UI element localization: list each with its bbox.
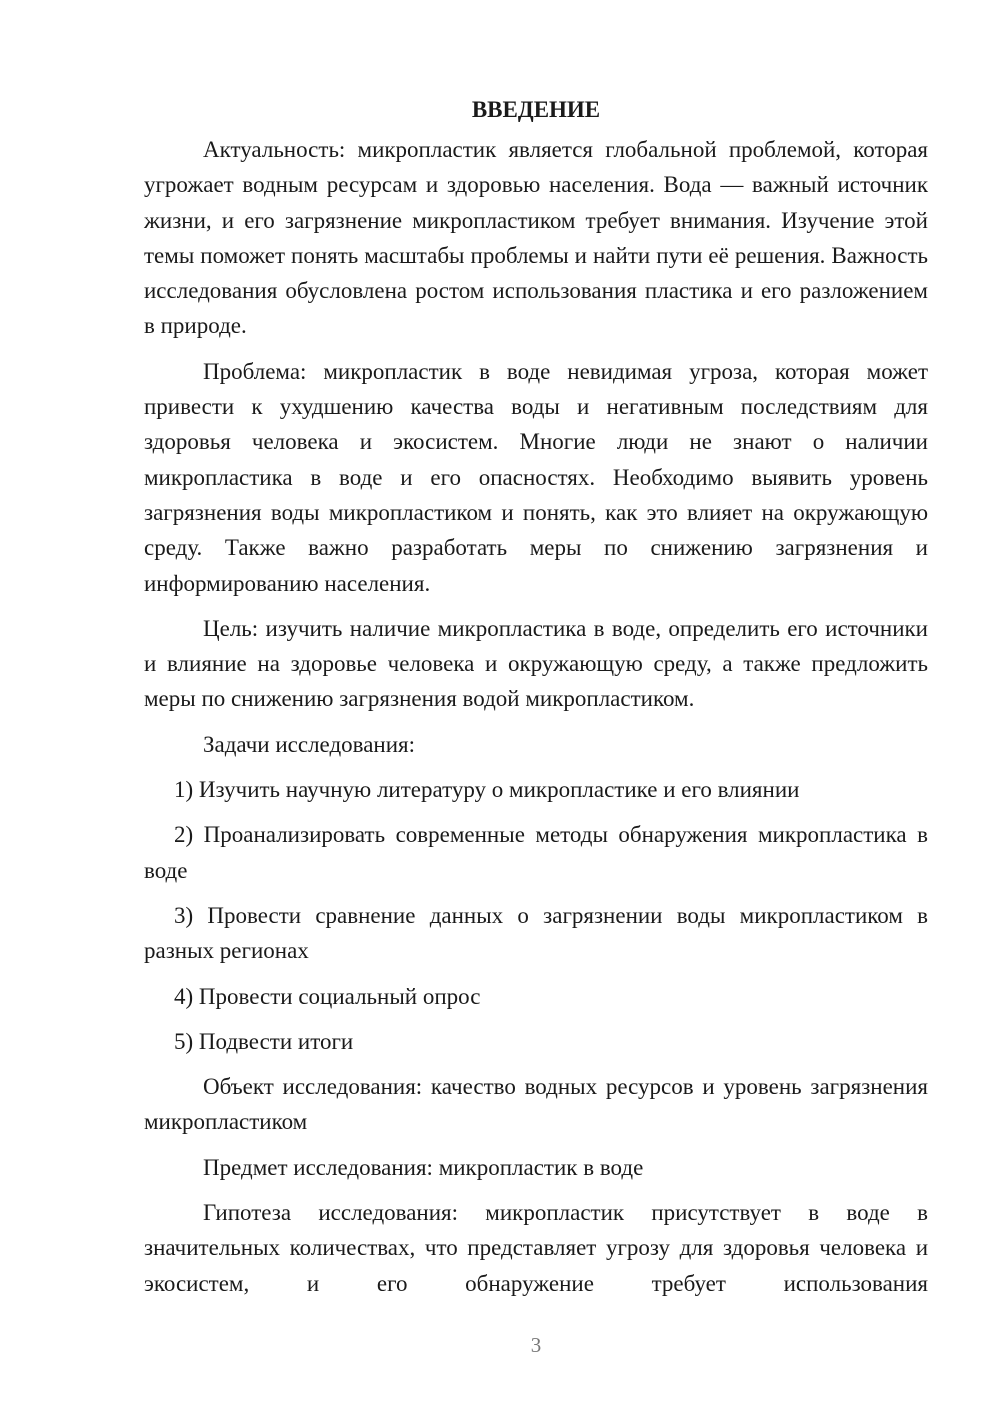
object-paragraph: Объект исследования: качество водных ресурсов и уровень загрязнения микропластиком — [144, 1074, 928, 1135]
page-title: ВВЕДЕНИЕ — [471, 97, 601, 122]
hypothesis-paragraph: Гипотеза исследования: микропластик присутствует в воде в значительных количествах, что представляет угрозу для здоровья человека и экосистем, и его обнаружение требует использования — [144, 1200, 928, 1296]
task-item-2: 2) Проанализировать современные методы обнаружения микропластика в воде — [144, 822, 928, 883]
relevance-paragraph: Актуальность: микропластик является глобальной проблемой, которая угрожает водным ресурсам и здоровью населения. Вода — важный источник жизни, и его загрязнение микропластиком требует внимания. Изучение этой темы поможет понять масштабы проблемы и найти пути её решения. Важность исследования обусловлена ростом использования пластика и его разложением в природе. — [144, 137, 928, 339]
tasks-heading: Задачи исследования: — [203, 731, 416, 757]
task-item-1: 1) Изучить научную литературу о микропластике и его влиянии — [174, 777, 800, 803]
task-item-3: 3) Провести сравнение данных о загрязнении воды микропластиком в разных регионах — [144, 902, 928, 964]
goal-paragraph: Цель: изучить наличие микропластика в воде, определить его источники и влияние на здоровье человека и окружающую среду, а также предложить меры по снижению загрязнения водой микропластиком. — [144, 615, 928, 712]
page-content — [144, 92, 928, 1301]
page-number: 3 — [530, 1333, 542, 1357]
problem-paragraph: Проблема: микропластик в воде невидимая угроза, которая может привести к ухудшению качества воды и негативным последствиям для здоровья человека и экосистем. Многие люди не знают о наличии микропластика в воде и его опасностях. Необходимо выявить уровень загрязнения воды микропластиком и понять, как это влияет на окружающую среду. Также важно разработать меры по снижению загрязнения и информированию населения. — [144, 358, 928, 596]
task-item-5: 5) Подвести итоги — [174, 1028, 354, 1054]
task-item-4: 4) Провести социальный опрос — [174, 983, 481, 1009]
subject-paragraph: Предмет исследования: микропластик в воде — [203, 1154, 644, 1180]
